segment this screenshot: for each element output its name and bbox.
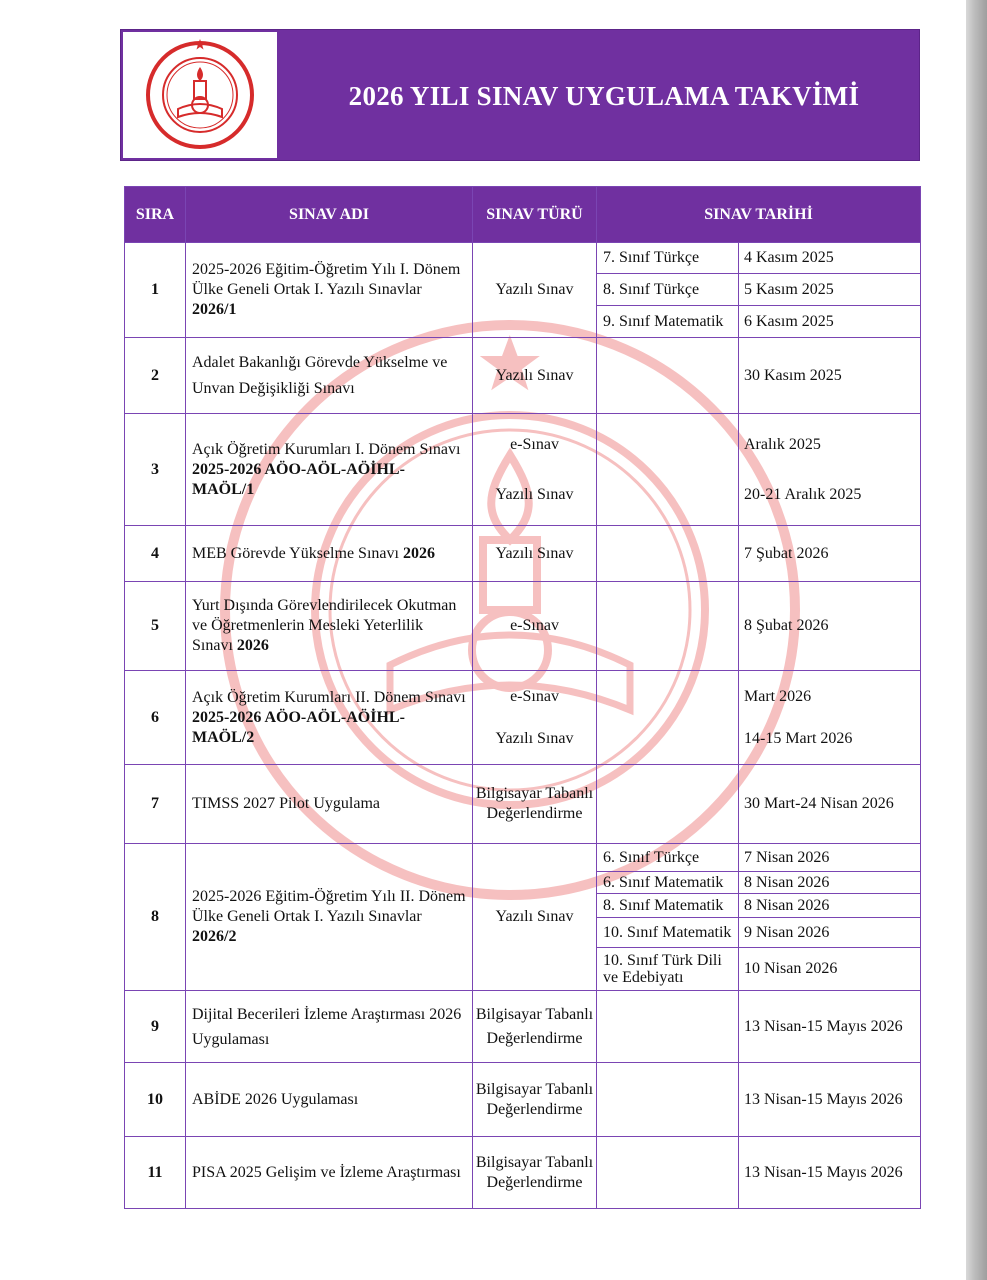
row-number: 9 <box>125 991 186 1063</box>
empty-cell <box>597 1137 739 1209</box>
empty-cell <box>597 1063 739 1137</box>
exam-type-b: Yazılı Sınav <box>495 485 574 503</box>
row-number: 6 <box>125 671 186 765</box>
page-edge <box>966 0 987 1280</box>
exam-date: 30 Mart-24 Nisan 2026 <box>739 765 921 844</box>
row-number: 2 <box>125 338 186 414</box>
exam-name: TIMSS 2027 Pilot Uygulama <box>186 765 473 844</box>
exam-name: 2025-2026 Eğitim-Öğretim Yılı I. Dönem Ülke Geneli Ortak I. Yazılı Sınavlar 2026/1 <box>186 243 473 338</box>
exam-date <box>739 671 921 765</box>
row-number: 1 <box>125 243 186 338</box>
table-row <box>125 338 921 414</box>
sub-exam-label: 7. Sınıf Türkçe <box>597 243 739 274</box>
row-number: 7 <box>125 765 186 844</box>
row-number: 11 <box>125 1137 186 1209</box>
exam-date: 6 Kasım 2025 <box>739 306 921 338</box>
exam-type: Yazılı Sınav <box>473 243 597 338</box>
table-row <box>125 671 921 765</box>
exam-date: 9 Nisan 2026 <box>739 918 921 948</box>
meb-seal-icon <box>144 39 256 151</box>
exam-date: 5 Kasım 2025 <box>739 274 921 306</box>
empty-cell <box>597 414 739 526</box>
exam-date: 8 Nisan 2026 <box>739 894 921 918</box>
exam-name: Dijital Becerileri İzleme Araştırması 2026 Uygulaması <box>186 991 473 1063</box>
exam-date: 13 Nisan-15 Mayıs 2026 <box>739 1063 921 1137</box>
exam-date-b: 20-21 Aralık 2025 <box>744 485 862 503</box>
exam-type: Yazılı Sınav <box>473 338 597 414</box>
page-title: 2026 YILI SINAV UYGULAMA TAKVİMİ <box>348 80 860 111</box>
sub-exam-label: 8. Sınıf Türkçe <box>597 274 739 306</box>
exam-date <box>739 414 921 526</box>
empty-cell <box>597 526 739 582</box>
table-row <box>125 991 921 1063</box>
empty-cell <box>597 582 739 671</box>
empty-cell <box>597 338 739 414</box>
table-row <box>125 526 921 582</box>
exam-type: Yazılı Sınav <box>473 844 597 991</box>
row-number: 5 <box>125 582 186 671</box>
exam-type: Bilgisayar Tabanlı Değerlendirme <box>473 765 597 844</box>
exam-name: Açık Öğretim Kurumları II. Dönem Sınavı 2025-2026 AÖO-AÖL-AÖİHL-MAÖL/2 <box>186 671 473 765</box>
exam-name: Açık Öğretim Kurumları I. Dönem Sınavı 2025-2026 AÖO-AÖL-AÖİHL-MAÖL/1 <box>186 414 473 526</box>
exam-calendar-table <box>124 186 921 1209</box>
col-header-sinav-turu: SINAV TÜRÜ <box>473 187 597 243</box>
sub-exam-label: 10. Sınıf Türk Dili ve Edebiyatı <box>597 948 739 991</box>
exam-type <box>473 414 597 526</box>
table-row <box>125 844 921 872</box>
exam-type: Bilgisayar Tabanlı Değerlendirme <box>473 1063 597 1137</box>
table-row <box>125 243 921 274</box>
table-row <box>125 1137 921 1209</box>
col-header-sira: SIRA <box>125 187 186 243</box>
table-row <box>125 582 921 671</box>
sub-exam-label: 8. Sınıf Matematik <box>597 894 739 918</box>
col-header-sinav-adi: SINAV ADI <box>186 187 473 243</box>
exam-type-a: e-Sınav <box>510 435 559 453</box>
exam-type <box>473 671 597 765</box>
exam-type-b: Yazılı Sınav <box>495 729 574 747</box>
sub-exam-label: 9. Sınıf Matematik <box>597 306 739 338</box>
exam-name: 2025-2026 Eğitim-Öğretim Yılı II. Dönem Ülke Geneli Ortak I. Yazılı Sınavlar 2026/2 <box>186 844 473 991</box>
exam-date: 7 Şubat 2026 <box>739 526 921 582</box>
empty-cell <box>597 991 739 1063</box>
table-header-row <box>125 187 921 243</box>
empty-cell <box>597 671 739 765</box>
exam-date: 13 Nisan-15 Mayıs 2026 <box>739 991 921 1063</box>
row-number: 4 <box>125 526 186 582</box>
exam-type: e-Sınav <box>473 582 597 671</box>
exam-date: 7 Nisan 2026 <box>739 844 921 872</box>
exam-type: Bilgisayar Tabanlı Değerlendirme <box>473 1137 597 1209</box>
exam-date: 10 Nisan 2026 <box>739 948 921 991</box>
exam-type: Bilgisayar Tabanlı Değerlendirme <box>473 991 597 1063</box>
exam-date: 4 Kasım 2025 <box>739 243 921 274</box>
col-header-sinav-tarihi: SINAV TARİHİ <box>597 187 921 243</box>
exam-type-a: e-Sınav <box>510 687 559 705</box>
sub-exam-label: 6. Sınıf Matematik <box>597 872 739 894</box>
sub-exam-label: 10. Sınıf Matematik <box>597 918 739 948</box>
table-row <box>125 765 921 844</box>
exam-name: PISA 2025 Gelişim ve İzleme Araştırması <box>186 1137 473 1209</box>
table-row <box>125 1063 921 1137</box>
exam-date: 30 Kasım 2025 <box>739 338 921 414</box>
exam-name: Adalet Bakanlığı Görevde Yükselme ve Unvan Değişikliği Sınavı <box>186 338 473 414</box>
empty-cell <box>597 765 739 844</box>
exam-date-b: 14-15 Mart 2026 <box>744 729 853 747</box>
row-number: 10 <box>125 1063 186 1137</box>
exam-name: ABİDE 2026 Uygulaması <box>186 1063 473 1137</box>
row-number: 8 <box>125 844 186 991</box>
table-row <box>125 414 921 526</box>
exam-name: Yurt Dışında Görevlendirilecek Okutman ve Öğretmenlerin Mesleki Yeterlilik Sınavı 2026 <box>186 582 473 671</box>
exam-type: Yazılı Sınav <box>473 526 597 582</box>
exam-date: 8 Nisan 2026 <box>739 872 921 894</box>
exam-date-a: Mart 2026 <box>744 687 812 705</box>
header-banner <box>120 29 920 161</box>
meb-logo <box>123 32 277 158</box>
row-number: 3 <box>125 414 186 526</box>
exam-date: 8 Şubat 2026 <box>739 582 921 671</box>
exam-date-a: Aralık 2025 <box>744 435 821 453</box>
sub-exam-label: 6. Sınıf Türkçe <box>597 844 739 872</box>
exam-date: 13 Nisan-15 Mayıs 2026 <box>739 1137 921 1209</box>
exam-name: MEB Görevde Yükselme Sınavı 2026 <box>186 526 473 582</box>
